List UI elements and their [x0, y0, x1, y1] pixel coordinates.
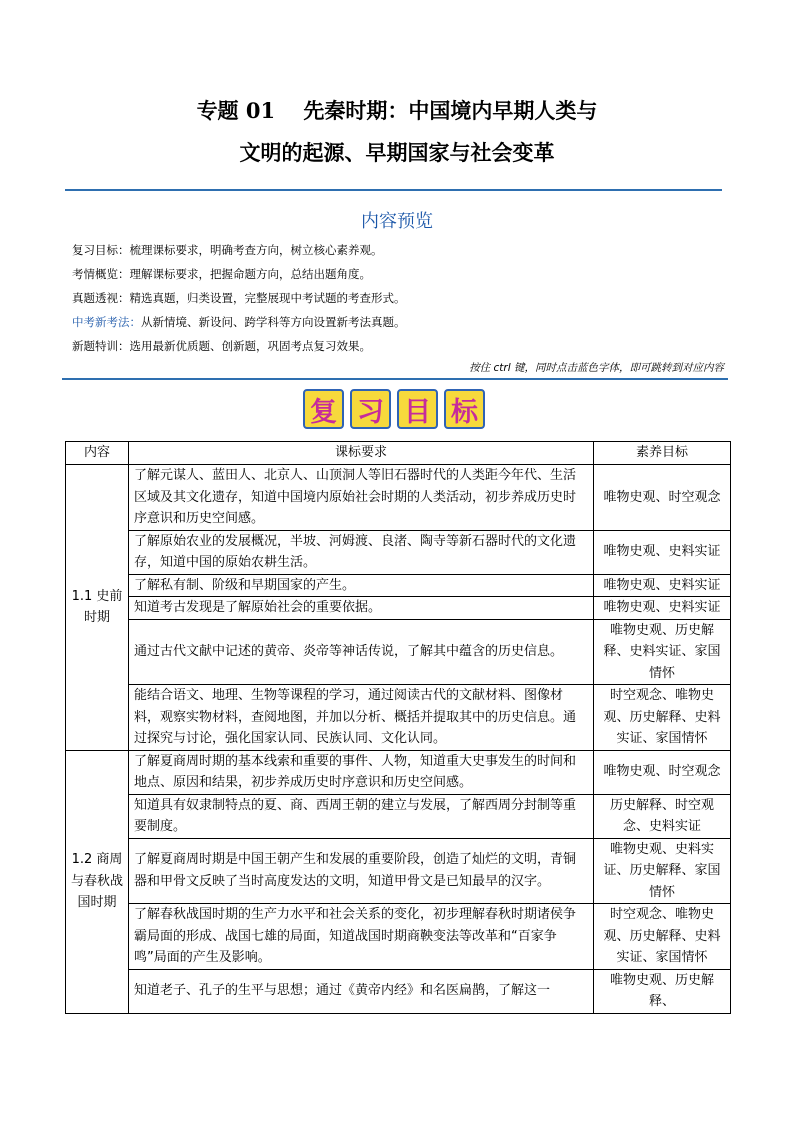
header-literacy: 素养目标 — [594, 442, 731, 465]
literacy-cell: 唯物史观、历史解释、史料实证、家国情怀 — [594, 619, 731, 685]
preview-item-text: 理解课标要求，把握命题方向，总结出题角度。 — [129, 267, 371, 281]
preview-item-real-questions[interactable] — [72, 286, 406, 310]
preview-item-label: 新题特训： — [72, 339, 130, 353]
curriculum-table — [65, 441, 731, 1014]
preview-item-label: 中考新考法： — [72, 315, 141, 329]
requirement-cell: 知道老子、孔子的生平与思想；通过《黄帝内经》和名医扁鹊，了解这一 — [129, 969, 594, 1013]
preview-item-exam-overview[interactable] — [72, 262, 406, 286]
literacy-cell: 唯物史观、史料实证、历史解释、家国情怀 — [594, 838, 731, 904]
table-row — [66, 597, 731, 620]
table-row — [66, 465, 731, 531]
header-requirement: 课标要求 — [129, 442, 594, 465]
category-cell: 1.2 商周与春秋战国时期 — [66, 750, 129, 1013]
preview-list — [72, 238, 406, 358]
table-row — [66, 969, 731, 1013]
banner-tile: 复 — [303, 389, 344, 429]
preview-item-text: 从新情境、新设问、跨学科等方向设置新考法真题。 — [141, 315, 406, 329]
literacy-cell: 唯物史观、时空观念 — [594, 465, 731, 531]
banner-tile: 标 — [444, 389, 485, 429]
table-row — [66, 794, 731, 838]
requirement-cell: 能结合语文、地理、生物等课程的学习，通过阅读古代的文献材料、图像材料，观察实物材料，查阅地图，并加以分析、概括并提取其中的历史信息。通过探究与讨论，强化国家认同、民族认同、文化认同。 — [129, 685, 594, 751]
requirement-cell: 通过古代文献中记述的黄帝、炎帝等神话传说，了解其中蕴含的历史信息。 — [129, 619, 594, 685]
preview-item-review-goals[interactable] — [72, 238, 406, 262]
table-header-row — [66, 442, 731, 465]
bottom-divider — [62, 378, 728, 380]
literacy-cell: 唯物史观、史料实证 — [594, 574, 731, 597]
table-row — [66, 530, 731, 574]
table-row — [66, 619, 731, 685]
requirement-cell: 知道考古发现是了解原始社会的重要依据。 — [129, 597, 594, 620]
literacy-cell: 时空观念、唯物史观、历史解释、史料实证、家国情怀 — [594, 904, 731, 970]
preview-item-text: 选用最新优质题、创新题，巩固考点复习效果。 — [129, 339, 371, 353]
literacy-cell: 时空观念、唯物史观、历史解释、史料实证、家国情怀 — [594, 685, 731, 751]
preview-item-new-training[interactable] — [72, 334, 406, 358]
top-divider — [65, 189, 722, 191]
literacy-cell: 唯物史观、史料实证 — [594, 530, 731, 574]
preview-item-label: 复习目标： — [72, 243, 130, 257]
category-cell: 1.1 史前时期 — [66, 465, 129, 751]
requirement-cell: 了解元谋人、蓝田人、北京人、山顶洞人等旧石器时代的人类距今年代、生活区域及其文化遗存，知道中国境内原始社会时期的人类活动，初步养成历史时序意识和历史空间感。 — [129, 465, 594, 531]
table-row — [66, 750, 731, 794]
requirement-cell: 了解原始农业的发展概况，半坡、河姆渡、良渚、陶寺等新石器时代的文化遗存，知道中国的原始农耕生活。 — [129, 530, 594, 574]
table-row — [66, 685, 731, 751]
requirement-cell: 了解春秋战国时期的生产力水平和社会关系的变化，初步理解春秋时期诸侯争霸局面的形成、战国七雄的局面，知道战国时期商鞅变法等改革和“百家争鸣”局面的产生及影响。 — [129, 904, 594, 970]
preview-item-label: 考情概览： — [72, 267, 130, 281]
review-goals-banner — [303, 389, 485, 429]
literacy-cell: 唯物史观、历史解释、 — [594, 969, 731, 1013]
table-row — [66, 838, 731, 904]
literacy-cell: 唯物史观、史料实证 — [594, 597, 731, 620]
banner-tile: 习 — [350, 389, 391, 429]
table-row — [66, 904, 731, 970]
preview-heading: 内容预览 — [361, 211, 433, 232]
ctrl-click-note: 按住 ctrl 键，同时点击蓝色字体，即可跳转到对应内容 — [469, 362, 724, 374]
requirement-cell: 知道具有奴隶制特点的夏、商、西周王朝的建立与发展，了解西周分封制等重要制度。 — [129, 794, 594, 838]
requirement-cell: 了解夏商周时期是中国王朝产生和发展的重要阶段，创造了灿烂的文明，青铜器和甲骨文反映了当时高度发达的文明，知道甲骨文是已知最早的汉字。 — [129, 838, 594, 904]
table-row — [66, 574, 731, 597]
literacy-cell: 历史解释、时空观念、史料实证 — [594, 794, 731, 838]
preview-item-text: 精选真题，归类设置，完整展现中考试题的考查形式。 — [129, 291, 406, 305]
preview-item-new-methods[interactable] — [72, 310, 406, 334]
literacy-cell: 唯物史观、时空观念 — [594, 750, 731, 794]
page-title-line-2: 文明的起源、早期国家与社会变革 — [239, 140, 555, 165]
page-title-line-1: 专题 01 先秦时期：中国境内早期人类与 — [196, 98, 598, 123]
requirement-cell: 了解私有制、阶级和早期国家的产生。 — [129, 574, 594, 597]
preview-item-label: 真题透视： — [72, 291, 130, 305]
banner-tile: 目 — [397, 389, 438, 429]
preview-item-text: 梳理课标要求，明确考查方向，树立核心素养观。 — [129, 243, 383, 257]
requirement-cell: 了解夏商周时期的基本线索和重要的事件、人物，知道重大史事发生的时间和地点、原因和结果，初步养成历史时序意识和历史空间感。 — [129, 750, 594, 794]
header-content: 内容 — [66, 442, 129, 465]
